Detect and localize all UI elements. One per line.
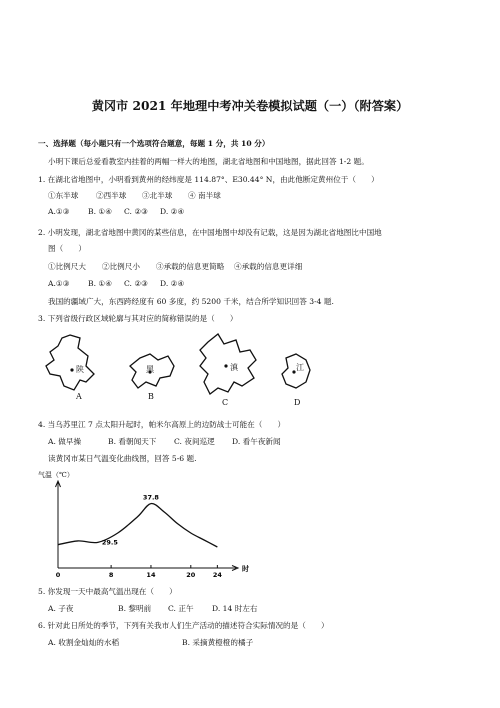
annotation-37-8: 37.8 (142, 493, 159, 502)
q1-answer: A.①③ (48, 207, 70, 216)
q4-answer: B. 看朝闻天下 (108, 437, 157, 446)
question-6: 6. 针对此日所处的季节，下列有关我市人们生产活动的描述符合实际情况的是（ ） (38, 621, 329, 630)
q1-option: ③北半球 (142, 191, 173, 200)
province-outline-c (200, 334, 256, 394)
annotation-29-5: 29.5 (101, 538, 118, 547)
question-2-cont: 图（ ） (48, 244, 86, 253)
q2-answer: C. ②③ (124, 279, 148, 288)
question-3: 3. 下列省级行政区域轮廓与其对应的简称错误的是（ ） (38, 314, 238, 323)
q1-answer: B. ①④ (88, 207, 113, 216)
map-tag-b: B (148, 392, 154, 401)
map-tag-a: A (76, 392, 82, 401)
map-tag-c: C (222, 398, 229, 407)
q2-answer: D. ②④ (160, 279, 185, 288)
q4-answer: D. 看午夜新闻 (232, 437, 281, 446)
q2-option: ①比例尺大 (48, 262, 86, 271)
temperature-curve (58, 504, 217, 547)
x-tick-label: 0 (55, 571, 61, 579)
q2-option: ③承载的信息更简略 (156, 262, 225, 271)
question-5: 5. 你发现一天中最高气温出现在（ ） (38, 587, 177, 596)
section-heading: 一、选择题（每小题只有一个选项符合题意，每题 1 分，共 10 分） (38, 139, 270, 148)
question-1: 1. 在湖北省地图中，小明看到黄州的经纬度是 114.87°、E30.44° N，由此他断定黄州位于（ ） (38, 175, 379, 184)
q5-answer: B. 黎明前 (118, 604, 152, 613)
x-tick-label: 24 (212, 571, 222, 579)
q2-answer: B. ①④ (88, 279, 113, 288)
map-tag-d: D (294, 398, 301, 407)
map-abbr-c: 滇 (230, 363, 238, 372)
q5-answer: A. 子夜 (48, 604, 74, 613)
x-tick-label: 8 (108, 571, 114, 579)
q1-answer: C. ②③ (124, 207, 148, 216)
q4-answer: C. 夜间巡逻 (174, 437, 215, 446)
province-dot (224, 364, 227, 367)
q2-option: ②比例尺小 (102, 262, 140, 271)
temperature-chart (36, 478, 276, 588)
intro-text-1: 小明下课后总爱看教室内挂着的两幅一样大的地图，湖北省地图和中国地图，据此回答 1-2 题。 (48, 157, 369, 166)
question-2: 2. 小明发现，湖北省地图中黄冈的某些信息，在中国地图中却没有记载，这是因为湖北省地图比中国地 (38, 228, 382, 237)
x-axis-label: 时 (242, 564, 249, 573)
chart-ylabel: 气温（℃） (38, 471, 74, 479)
province-outline-a (46, 335, 94, 390)
question-4: 4. 当乌苏里江 7 点太阳升起时，帕米尔高原上的边防战士可能在（ ） (38, 420, 286, 429)
q6-answer: A. 收割金灿灿的水稻 (48, 638, 120, 647)
q5-answer: C. 正午 (168, 604, 194, 613)
exam-title: 黄冈市 2021 年地理中考冲关卷模拟试题（一）（附答案） (91, 99, 409, 113)
intro-text-5: 读黄冈市某日气温变化曲线图，回答 5-6 题. (48, 454, 197, 463)
q6-answer: B. 采摘黄橙橙的橘子 (182, 638, 254, 647)
x-tick-label: 20 (186, 571, 196, 579)
province-dot (70, 368, 73, 371)
q1-answer: D. ②④ (160, 207, 185, 216)
q1-option: ①东半球 (48, 191, 79, 200)
intro-text-3: 我国的疆域广大，东西跨经度有 60 多度，约 5200 千米，结合所学知识回答 3-4 题. (48, 297, 334, 306)
map-abbr-d: 江 (296, 363, 304, 372)
q5-answer: D. 14 时左右 (212, 604, 258, 613)
x-tick-label: 14 (146, 571, 156, 579)
q2-answer: A.①③ (48, 279, 70, 288)
q4-answer: A. 做早操 (48, 437, 82, 446)
q1-option: ②西半球 (96, 191, 127, 200)
province-outlines (40, 330, 500, 410)
q2-option: ④承载的信息更详细 (234, 262, 303, 271)
map-abbr-a: 陕 (76, 365, 84, 374)
q1-option: ④ 南半球 (188, 191, 221, 200)
map-abbr-b: 黑 (146, 365, 154, 374)
